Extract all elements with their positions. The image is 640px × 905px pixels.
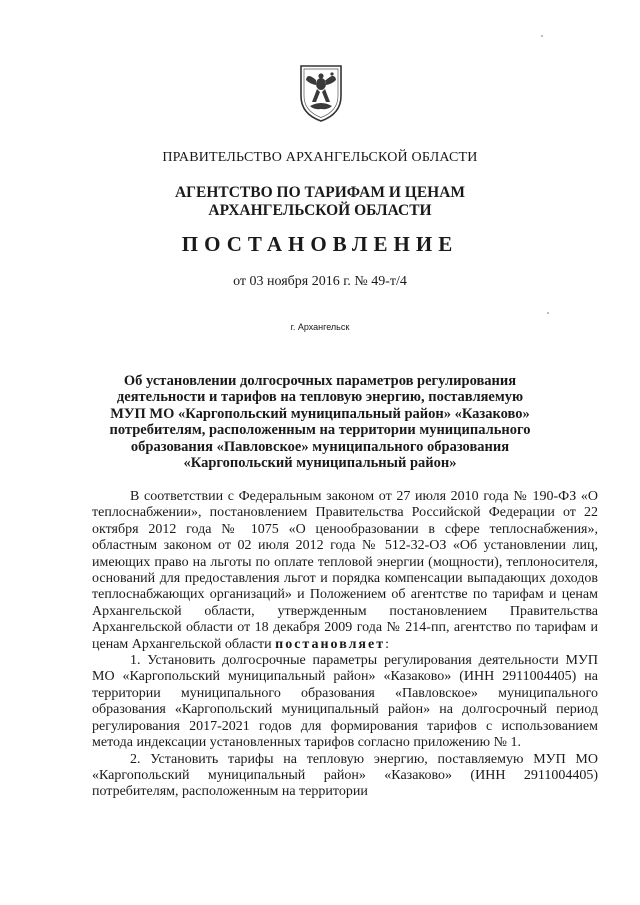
preamble-paragraph	[92, 489, 598, 653]
item-2-paragraph: 2. Установить тарифы на тепловую энергию, поставляемую МУП МО «Каргопольский муниципальный район» «Казаково» (ИНН 2911004405) потребителям, расположенным на территории	[92, 751, 598, 800]
title-line: «Каргопольский муниципальный район»	[183, 455, 457, 472]
title-line: образования «Павловское» муниципального образования	[130, 438, 510, 455]
scan-speck	[541, 35, 543, 37]
decree-colon: :	[385, 636, 389, 652]
agency-name-line1: АГЕНТСТВО ПО ТАРИФАМ И ЦЕНАМ	[174, 184, 466, 201]
title-line: деятельности и тарифов на тепловую энергию, поставляемую	[116, 389, 524, 406]
item-1-paragraph: 1. Установить долгосрочные параметры регулирования деятельности МУП МО «Каргопольский муниципальный район» «Казаково» (ИНН 2911004405) на территории муниципального образования «Павловское» муниципального образования «Каргопольский муниципальный район» на долгосрочный период регулирования 2017-2021 годов для формирования тарифов с использованием метода индексации установленных тарифов согласно приложению № 1.	[92, 653, 598, 751]
coat-of-arms-icon	[298, 62, 344, 124]
date-and-number: от 03 ноября 2016 г. № 49-т/4	[233, 274, 407, 289]
document-type: ПОСТАНОВЛЕНИЕ	[181, 232, 459, 256]
title-line: потребителям, расположенным на территории муниципального	[109, 422, 531, 439]
agency-name	[0, 184, 640, 220]
title-line: МУП МО «Каргопольский муниципальный район» «Казаково»	[110, 405, 530, 422]
agency-name-line2: АРХАНГЕЛЬСКОЙ ОБЛАСТИ	[208, 202, 432, 219]
document-body	[92, 489, 598, 801]
city: г. Архангельск	[290, 322, 350, 332]
document-title	[0, 373, 640, 471]
scan-speck	[547, 312, 549, 314]
government-name: ПРАВИТЕЛЬСТВО АРХАНГЕЛЬСКОЙ ОБЛАСТИ	[162, 150, 478, 165]
title-line: Об установлении долгосрочных параметров регулирования	[123, 373, 517, 389]
preamble-text: В соответствии с Федеральным законом от 27 июля 2010 года № 190-ФЗ «О теплоснабжении», постановлением Правительства Российской Федерации от 22 октября 2012 года № 1075 «О ценообразовании в сфере теплоснабжения», областным законом от 02 июля 2012 года № 512-32-ОЗ «Об установлении лиц, имеющих право на льготы по оплате тепловой энергии (мощности), теплоносителя, оснований для предоставления льгот и порядка компенсации выпадающих доходов теплоснабжающих организаций» и Положением об агентстве по тарифам и ценам Архангельской области, утвержденным постановлением Правительства Архангельской области от 18 декабря 2009 года № 214-пп, агентство по тарифам и ценам Архангельской области	[92, 489, 598, 652]
decree-word: постановляет	[275, 636, 386, 652]
